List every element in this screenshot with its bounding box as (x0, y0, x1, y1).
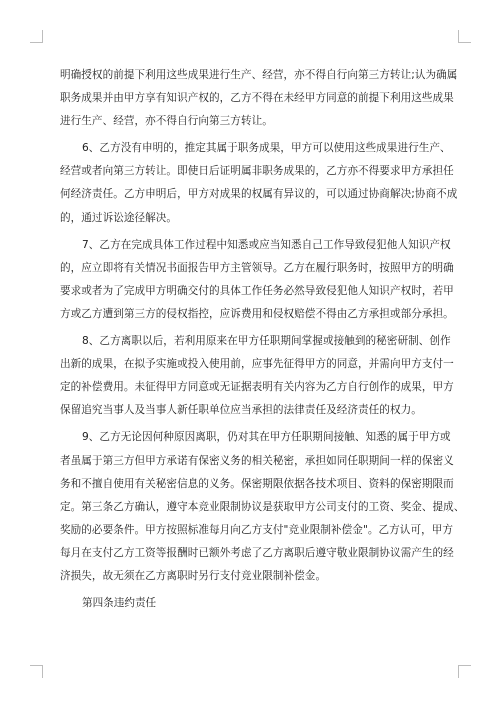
text-line: 要求或者为了完成甲方明确交付的具体工作任务必然导致侵犯他人知识产权时，若甲 (60, 284, 454, 297)
section-heading: 第四条违约责任 (82, 597, 157, 610)
text-line: 的，通过诉讼途径解决。 (60, 211, 178, 224)
text-line: 何经济责任。乙方申明后，甲方对成果的权属有异议的，可以通过协商解决;协商不成 (60, 188, 458, 201)
paragraph-clause-9 (60, 426, 465, 588)
crop-mark-bottom-right (458, 665, 471, 678)
text-line: 8、乙方离职以后，若利用原来在甲方任职期间掌握或接触到的秘密研制、创作 (82, 335, 451, 348)
crop-mark-top-right (458, 30, 471, 43)
text-line: 职务成果并由甲方享有知识产权的，乙方不得在未经甲方同意的前提下利用这些成果 (60, 92, 454, 105)
paragraph-clause-8 (60, 330, 454, 422)
document-body (60, 64, 465, 615)
text-line: 经营或者向第三方转让。即使日后证明属非职务成果的，乙方亦不得要求甲方承担任 (60, 165, 454, 178)
text-line: 的，应立即将有关情况书面报告甲方主管领导。乙方在履行职务时，按照甲方的明确 (60, 261, 454, 274)
text-line: 进行生产、经营，亦不得自行向第三方转让。 (60, 115, 273, 128)
text-line: 6、乙方没有申明的，推定其属于职务成果，甲方可以使用这些成果进行生产、 (82, 142, 451, 155)
paragraph-continuation (60, 64, 458, 133)
text-line: 9、乙方无论因何种原因离职，仍对其在甲方任职期间接触、知悉的属于甲方或 (82, 431, 451, 444)
text-line: 定的补偿费用。未征得甲方同意或无证据表明有关内容为乙方自行创作的成果，甲方 (60, 381, 454, 394)
text-line: 明确授权的前提下利用这些成果进行生产、经营，亦不得自行向第三方转让;认为确属 (60, 69, 458, 81)
text-line: 务和不擅自使用有关秘密信息的义务。保密期限依据各技术项目、资料的保密期限而 (60, 477, 454, 490)
crop-mark-top-left (30, 30, 43, 43)
text-line: 7、乙方在完成具体工作过程中知悉或应当知悉自己工作导致侵犯他人知识产权 (82, 238, 451, 251)
text-line: 保留追究当事人及当事人新任职单位应当承担的法律责任及经济责任的权力。 (60, 404, 422, 417)
text-line: 方或乙方遭到第三方的侵权指控，应诉费用和侵权赔偿不得由乙方承担或部分承担。 (60, 307, 454, 320)
crop-mark-bottom-left (30, 665, 43, 678)
text-line: 出新的成果，在拟予实施或投入使用前，应事先征得甲方的同意，并需向甲方支付一 (60, 358, 454, 371)
text-line: 每月在支付乙方工资等报酬时已额外考虑了乙方离职后遵守敬业限制协议需产生的经 (60, 546, 454, 559)
text-line: 定。第三条乙方确认，遵守本竞业限制协议是获取甲方公司支付的工资、奖金、提成、 (60, 500, 465, 513)
text-line: 奖励的必要条件。甲方按照标准每月向乙方支付"竞业限制补偿金"。乙方认可，甲方 (60, 523, 454, 536)
paragraph-clause-7 (60, 234, 454, 326)
paragraph-clause-6 (60, 137, 458, 229)
text-line: 济损失，故无须在乙方离职时另行支付竞业限制补偿金。 (60, 569, 327, 582)
text-line: 者虽属于第三方但甲方承诺有保密义务的相关秘密，承担如同任职期间一样的保密义 (60, 454, 454, 467)
